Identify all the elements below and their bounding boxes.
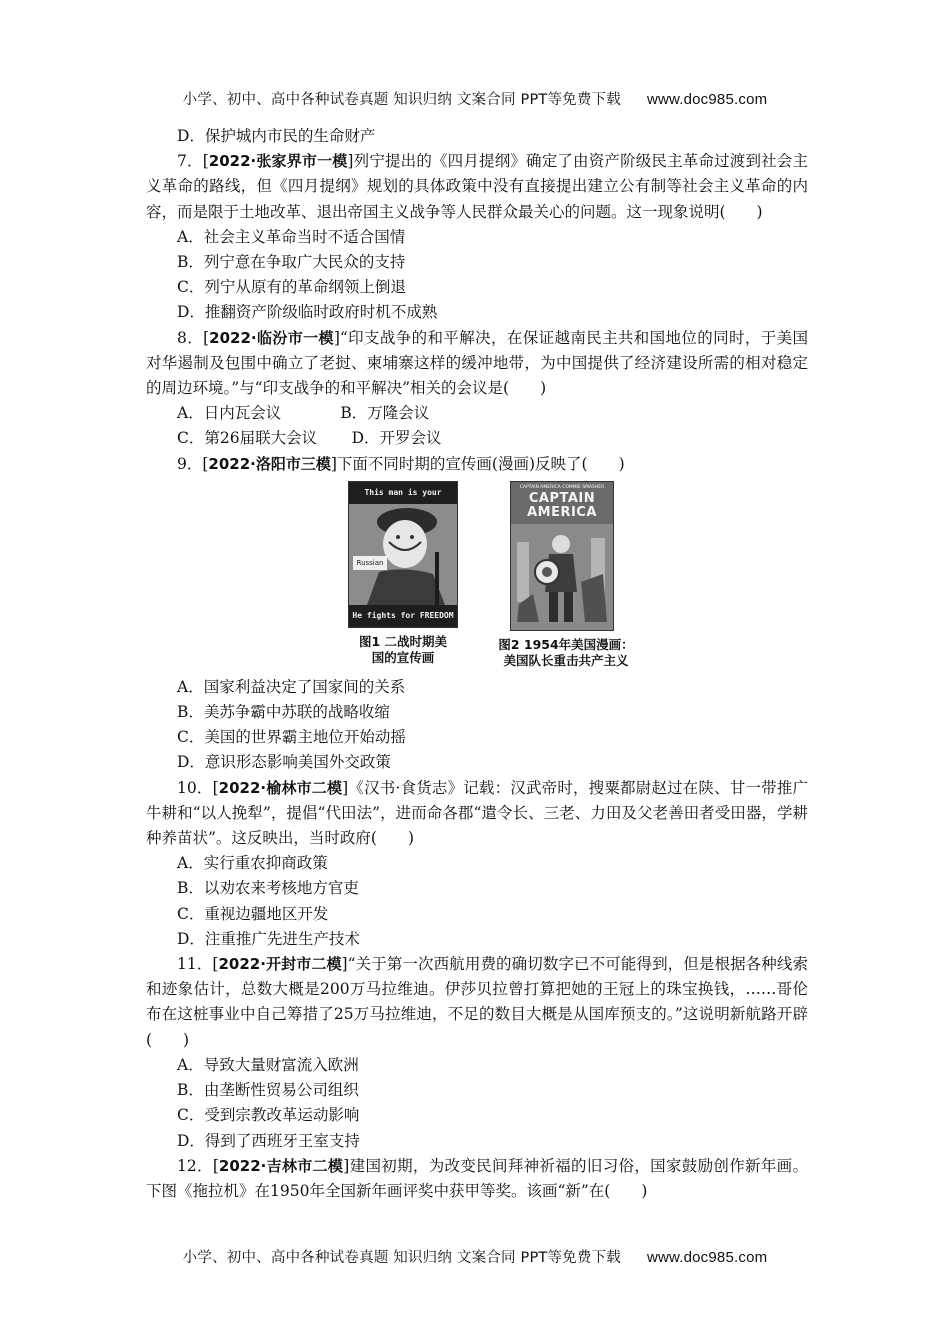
q12-number: 12．[ [177, 1156, 219, 1175]
q9-option-b: B．美苏争霸中苏联的战略收缩 [177, 703, 390, 722]
q10-option-a: A．实行重农抑商政策 [177, 854, 328, 873]
figure-2-title-line-2: AMERICA [527, 504, 597, 520]
footer-banner-site-link[interactable]: www.doc985.com [646, 1249, 768, 1266]
q12-text: ]建国初期，为改变民间拜神祈福的旧习俗，国家鼓励创作新年画。下图《拖拉机》在1950年全国新年画评奖中获甲等奖。该画“新”在( ) [146, 1156, 808, 1200]
question-11-stem [146, 952, 808, 1053]
q11-text: ]“关于第一次西航用费的确切数字已不可能得到，但是根据各种线索和迹象估计，总数大概是200万马拉维迪。伊莎贝拉曾打算把她的王冠上的珠宝换钱，……哥伦布在这桩事业中自己筹措了25万马拉维迪，不足的数目大概是从国库预支的。”这说明新航路开辟( ) [146, 955, 808, 1049]
q8-options-row-1: A．日内瓦会议 B．万隆会议 [177, 404, 430, 423]
q11-option-d: D．得到了西班牙王室支持 [177, 1131, 360, 1150]
figure-2-comic-cover [510, 481, 614, 631]
figure-1-caption-line-2: 国的宣传画 [371, 649, 435, 665]
q9-number: 9．[ [177, 454, 209, 473]
q9-option-a: A．国家利益决定了国家间的关系 [177, 677, 406, 696]
banner-text: 小学、初中、高中各种试卷真题 知识归纳 文案合同 PPT等免费下载 [182, 92, 621, 108]
figure-2-title-line-1: CAPTAIN [528, 490, 596, 506]
captain-illustration [511, 482, 613, 630]
q7-text: ]列宁提出的《四月提纲》确定了由资产阶级民主革命过渡到社会主义革命的路线，但《四月提纲》规划的具体政策中没有直接提出建立公有制等社会主义革命的内容，而是限于土地改革、退出帝国主义战争等人民群众最关心的问题。这一现象说明( ) [146, 152, 808, 221]
question-8-stem [146, 326, 808, 402]
q8-options-row-2: C．第26届联大会议 D．开罗会议 [177, 429, 442, 448]
q10-number: 10．[ [177, 778, 219, 797]
figure-1-top-text: This man is your [349, 482, 457, 504]
question-9-stem [146, 452, 808, 477]
q7-source: 2022·张家界市一模 [208, 152, 348, 171]
q7-option-a: A．社会主义革命当时不适合国情 [177, 227, 406, 246]
figure-1-poster [348, 481, 458, 628]
q10-text: ]《汉书·食货志》记载：汉武帝时，搜粟都尉赵过在陕、甘一带推广牛耕和“以人挽犁”，提倡“代田法”，进而命各郡“遣令长、三老、力田及父老善田者受田器，学耕种养苗状”。这反映出，当时政府( ) [146, 778, 809, 848]
q10-source: 2022·榆林市二模 [218, 778, 343, 797]
q7-number: 7．[ [177, 152, 209, 171]
footer-banner [0, 1246, 950, 1267]
q10-option-d: D．注重推广先进生产技术 [177, 929, 360, 948]
q11-source: 2022·开封市二模 [218, 955, 342, 974]
q7-option-d: D．推翻资产阶级临时政府时机不成熟 [177, 303, 438, 322]
q12-source: 2022·吉林市二模 [218, 1156, 344, 1175]
q8-text: ]“印支战争的和平解决，在保证越南民主共和国地位的同时，于美国对华遏制及包围中确立了老挝、柬埔寨这样的缓冲地带，为中国提供了经济建设所需的相对稳定的周边环境。”与“印支战争的和平解决”相关的会议是( ) [146, 328, 808, 398]
q7-option-c: C．列宁从原有的革命纲领上倒退 [177, 278, 406, 297]
q10-option-b: B．以劝农来考核地方官吏 [177, 879, 359, 898]
question-10-stem [146, 776, 808, 852]
q11-option-b: B．由垄断性贸易公司组织 [177, 1081, 359, 1100]
figure-2-caption-line-2: 美国队长重击共产主义 [503, 652, 629, 668]
footer-banner-text: 小学、初中、高中各种试卷真题 知识归纳 文案合同 PPT等免费下载 [182, 1250, 621, 1266]
question-7-stem [146, 149, 808, 225]
q9-text: ]下面不同时期的宣传画(漫画)反映了( ) [330, 454, 625, 473]
q6-option-d: D．保护城内市民的生命财产 [177, 127, 376, 145]
figure-1-caption-line-1: 图1 二战时期美 [358, 633, 448, 649]
banner-site-link[interactable]: www.doc985.com [646, 91, 768, 108]
q9-figures [146, 481, 808, 673]
q11-option-c: C．受到宗教改革运动影响 [177, 1106, 360, 1125]
figure-1-bottom-text: He fights for FREEDOM [349, 605, 457, 627]
q11-number: 11．[ [177, 955, 219, 974]
q8-source: 2022·临汾市一模 [209, 328, 334, 347]
figure-1-side-text: Russian [356, 558, 384, 567]
question-12-stem [146, 1154, 808, 1204]
figure-2-caption [486, 637, 646, 669]
q10-option-c: C．重视边疆地区开发 [177, 904, 329, 923]
figure-2-caption-line-1: 图2 1954年美国漫画： [498, 636, 634, 652]
q9-source: 2022·洛阳市三模 [208, 454, 331, 473]
q7-option-b: B．列宁意在争取广大民众的支持 [177, 253, 406, 272]
figure-1 [348, 481, 458, 666]
q8-number: 8．[ [177, 328, 210, 347]
figure-2-top-text: CAPTAIN AMERICA COMMIE SMASHER [519, 484, 605, 490]
q9-option-d: D．意识形态影响美国外交政策 [177, 753, 391, 772]
exam-content [146, 124, 808, 1204]
q9-option-c: C．美国的世界霸主地位开始动摇 [177, 728, 406, 747]
figure-1-caption [348, 634, 458, 666]
figure-2 [486, 481, 646, 669]
header-banner [0, 88, 950, 109]
q11-option-a: A．导致大量财富流入欧洲 [177, 1055, 359, 1074]
